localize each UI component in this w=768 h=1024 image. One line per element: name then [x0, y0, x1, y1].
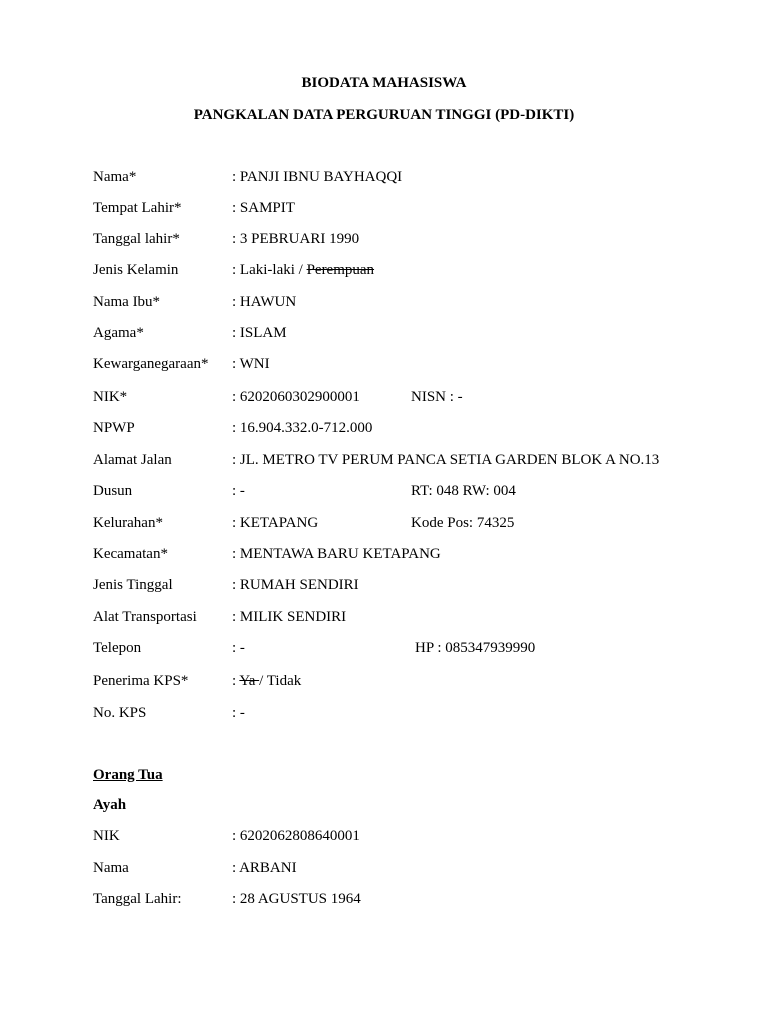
field-value: : PANJI IBNU BAYHAQQI	[232, 169, 403, 185]
field-label: Dusun	[93, 483, 133, 499]
field-nisn: NISN : -	[411, 389, 463, 405]
field-value: : ISLAM	[232, 325, 287, 341]
field-label: Kecamatan*	[93, 546, 168, 562]
field-label: Agama*	[93, 325, 144, 341]
field-value: : 6202060302900001	[232, 389, 360, 405]
field-label: Nama Ibu*	[93, 294, 161, 310]
subsection-heading-ayah: Ayah	[93, 797, 127, 813]
field-value: : 16.904.332.0-712.000	[232, 420, 373, 436]
field-value: : MENTAWA BARU KETAPANG	[232, 546, 441, 562]
field-rt-rw: RT: 048 RW: 004	[411, 483, 516, 499]
field-value	[232, 263, 374, 278]
field-label: Alat Transportasi	[93, 609, 197, 625]
field-label: Alamat Jalan	[93, 452, 172, 468]
field-label: Kelurahan*	[93, 515, 163, 531]
section-heading-orang-tua: Orang Tua	[93, 767, 163, 783]
field-value: : SAMPIT	[232, 200, 295, 216]
field-label: Jenis Tinggal	[93, 577, 173, 593]
value-prefix: :	[232, 673, 240, 689]
field-label: Tempat Lahir*	[93, 200, 182, 216]
struck-option: Perempuan	[306, 262, 375, 278]
field-value: : -	[232, 483, 245, 499]
field-label: NPWP	[93, 420, 135, 436]
field-kode-pos: Kode Pos: 74325	[411, 515, 515, 531]
field-label: Tanggal Lahir:	[93, 891, 182, 907]
field-label: Jenis Kelamin	[93, 262, 179, 278]
field-value: : RUMAH SENDIRI	[232, 577, 359, 593]
field-value: : JL. METRO TV PERUM PANCA SETIA GARDEN BLOK A NO.13	[232, 452, 660, 468]
field-hp: HP : 085347939990	[415, 640, 536, 656]
document-subtitle: PANGKALAN DATA PERGURUAN TINGGI (PD-DIKTI)	[193, 107, 575, 123]
field-value: : KETAPANG	[232, 515, 319, 531]
field-value	[232, 674, 301, 689]
struck-option: Ya	[239, 673, 260, 689]
field-label: NIK*	[93, 389, 128, 405]
field-value: : 3 PEBRUARI 1990	[232, 231, 360, 247]
field-value: : ARBANI	[232, 860, 297, 876]
field-label: Kewarganegaraan*	[93, 356, 209, 372]
field-label: Nama*	[93, 169, 137, 185]
field-value: : HAWUN	[232, 294, 297, 310]
field-label: Penerima KPS*	[93, 673, 189, 689]
document-title: BIODATA MAHASISWA	[301, 75, 467, 91]
field-value: : -	[232, 640, 245, 656]
field-label: No. KPS	[93, 705, 147, 721]
field-value: : 6202062808640001	[232, 828, 360, 844]
field-label: Nama	[93, 860, 129, 876]
field-label: Tanggal lahir*	[93, 231, 180, 247]
selected-option: : Laki-laki /	[232, 262, 307, 278]
field-label: NIK	[93, 828, 120, 844]
field-value: : -	[232, 705, 245, 721]
field-value: : WNI	[232, 356, 270, 372]
field-value: : MILIK SENDIRI	[232, 609, 347, 625]
selected-option: / Tidak	[259, 673, 302, 689]
field-label: Telepon	[93, 640, 142, 656]
field-value: : 28 AGUSTUS 1964	[232, 891, 361, 907]
